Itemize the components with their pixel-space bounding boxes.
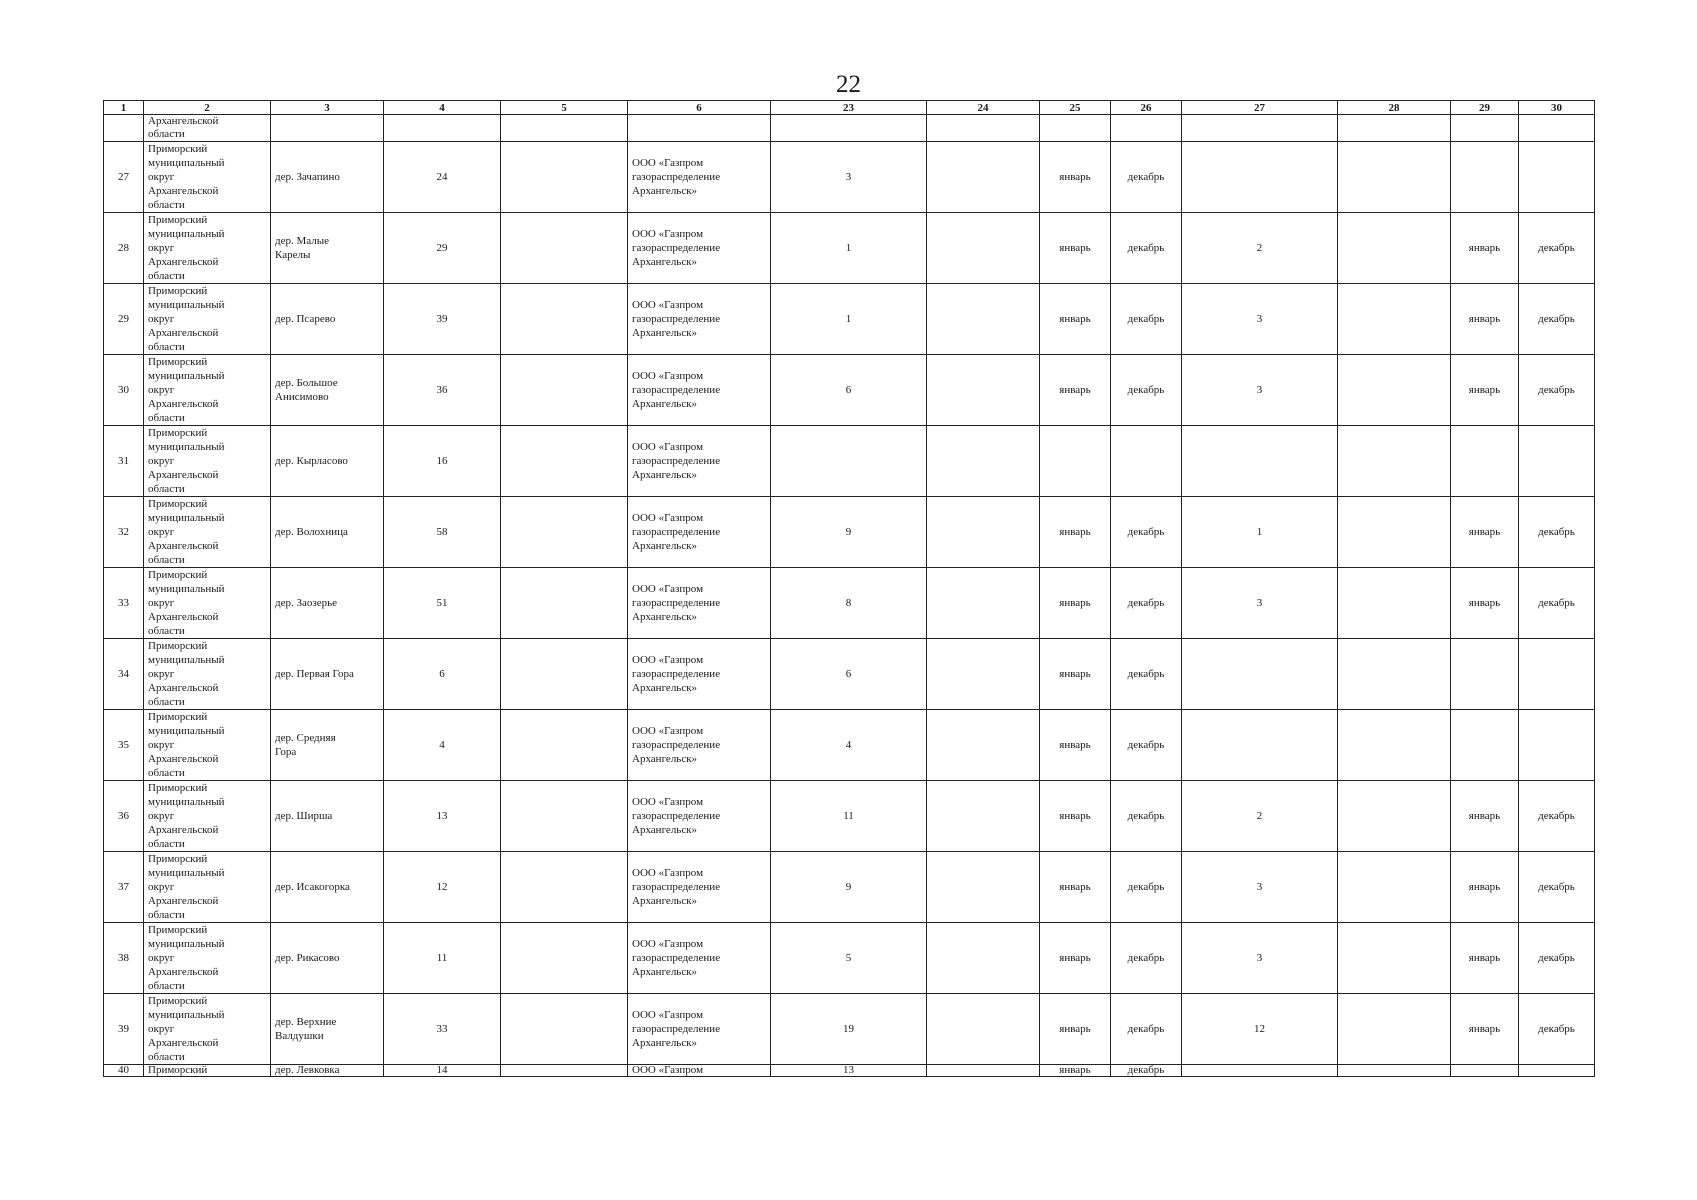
col23-cell: 11 <box>843 810 854 822</box>
col23-cell: 1 <box>845 242 852 254</box>
district-cell: Приморский муниципальный округ Архангельской области <box>148 427 225 495</box>
table-row <box>104 284 1595 355</box>
col23-cell: 1 <box>845 313 852 325</box>
village-cell: дер. Первая Гора <box>275 668 354 680</box>
row-number-cell: 30 <box>118 384 129 396</box>
col4-cell: 33 <box>436 1023 448 1035</box>
row-number-cell: 32 <box>118 526 129 538</box>
table-row <box>104 994 1595 1065</box>
col4-cell: 4 <box>439 739 445 751</box>
col27-cell: 3 <box>1256 881 1263 893</box>
col25-cell: январь <box>1059 668 1091 680</box>
col4-cell: 24 <box>436 171 448 183</box>
village-cell: дер. Левковка <box>275 1064 340 1076</box>
col30-cell: декабрь <box>1538 242 1575 254</box>
col25-cell: январь <box>1059 1023 1091 1035</box>
column-number-row <box>104 101 1595 115</box>
village-cell: дер. Малые Карелы <box>275 235 330 261</box>
col25-cell: январь <box>1059 313 1091 325</box>
row-number-cell: 35 <box>118 739 129 751</box>
col25-cell: январь <box>1059 881 1091 893</box>
col27-cell: 3 <box>1256 597 1263 609</box>
col4-cell: 36 <box>436 384 448 396</box>
col29-cell: январь <box>1468 526 1501 538</box>
col29-cell: январь <box>1468 1023 1501 1035</box>
district-cell: Архангельской области <box>148 115 219 140</box>
row-number-cell: 37 <box>118 881 129 893</box>
col26-cell: декабрь <box>1127 171 1165 183</box>
col26-cell: декабрь <box>1127 952 1165 964</box>
col23-cell: 8 <box>845 597 852 609</box>
district-cell: Приморский муниципальный округ Архангельской области <box>148 569 225 637</box>
col23-cell: 4 <box>845 739 852 751</box>
village-cell: дер. Рикасово <box>275 952 340 964</box>
organization-cell: ООО «Газпром газораспределение Архангельск» <box>632 228 721 268</box>
district-cell: Приморский муниципальный округ Архангельской области <box>148 853 225 921</box>
col25-cell: январь <box>1059 242 1091 254</box>
col23-cell: 6 <box>845 384 852 396</box>
col27-cell: 3 <box>1256 952 1263 964</box>
table-row <box>104 923 1595 994</box>
row-number-cell: 33 <box>118 597 129 609</box>
col4-cell: 16 <box>436 455 448 467</box>
organization-cell: ООО «Газпром газораспределение Архангельск» <box>632 157 721 197</box>
column-header: 2 <box>144 101 271 115</box>
village-cell: дер. Зачапино <box>275 171 340 183</box>
column-header: 3 <box>271 101 384 115</box>
column-header: 24 <box>927 101 1040 115</box>
organization-cell: ООО «Газпром газораспределение Архангельск» <box>632 583 721 623</box>
col26-cell: декабрь <box>1127 242 1165 254</box>
table-row <box>104 497 1595 568</box>
district-cell: Приморский муниципальный округ Архангельской области <box>148 995 225 1063</box>
col29-cell: январь <box>1468 881 1501 893</box>
district-cell: Приморский муниципальный округ Архангельской области <box>148 640 225 708</box>
district-cell: Приморский <box>148 1064 208 1076</box>
table-row <box>104 781 1595 852</box>
organization-cell: ООО «Газпром газораспределение Архангельск» <box>632 1009 721 1049</box>
district-cell: Приморский муниципальный округ Архангельской области <box>148 711 225 779</box>
organization-cell: ООО «Газпром газораспределение Архангельск» <box>632 299 721 339</box>
col4-cell: 6 <box>439 668 445 680</box>
col25-cell: январь <box>1059 526 1091 538</box>
col4-cell: 11 <box>436 952 448 964</box>
district-cell: Приморский муниципальный округ Архангельской области <box>148 924 225 992</box>
col29-cell: январь <box>1468 810 1501 822</box>
col29-cell: январь <box>1468 597 1501 609</box>
organization-cell: ООО «Газпром газораспределение Архангельск» <box>632 938 721 978</box>
district-cell: Приморский муниципальный округ Архангельской области <box>148 143 225 211</box>
col25-cell: январь <box>1059 810 1091 822</box>
column-header: 30 <box>1519 101 1595 115</box>
col26-cell: декабрь <box>1127 1064 1165 1076</box>
col23-cell: 19 <box>843 1023 854 1035</box>
col25-cell: январь <box>1059 952 1091 964</box>
village-cell: дер. Волохница <box>275 526 348 538</box>
row-number-cell: 34 <box>118 668 129 680</box>
col4-cell: 13 <box>436 810 448 822</box>
column-header: 28 <box>1338 101 1451 115</box>
table-row <box>104 1065 1595 1077</box>
col4-cell: 14 <box>436 1064 448 1076</box>
col30-cell: декабрь <box>1538 384 1575 396</box>
col27-cell: 2 <box>1256 810 1263 822</box>
organization-cell: ООО «Газпром газораспределение Архангельск» <box>632 512 721 552</box>
col29-cell: январь <box>1468 384 1501 396</box>
table-row <box>104 355 1595 426</box>
col27-cell: 2 <box>1256 242 1263 254</box>
col26-cell: декабрь <box>1127 881 1165 893</box>
col26-cell: декабрь <box>1127 668 1165 680</box>
col30-cell: декабрь <box>1538 1023 1575 1035</box>
col4-cell: 51 <box>436 597 448 609</box>
col27-cell: 3 <box>1256 313 1263 325</box>
organization-cell: ООО «Газпром газораспределение Архангельск» <box>632 441 721 481</box>
col23-cell: 6 <box>845 668 852 680</box>
col30-cell: декабрь <box>1538 952 1575 964</box>
district-cell: Приморский муниципальный округ Архангельской области <box>148 285 225 353</box>
table-row <box>104 710 1595 781</box>
row-number-cell: 36 <box>118 810 129 822</box>
village-cell: дер. Заозерье <box>275 597 337 609</box>
col30-cell: декабрь <box>1538 597 1575 609</box>
col30-cell: декабрь <box>1538 810 1575 822</box>
col29-cell: январь <box>1468 952 1501 964</box>
district-cell: Приморский муниципальный округ Архангельской области <box>148 214 225 282</box>
col26-cell: декабрь <box>1127 739 1165 751</box>
column-header: 1 <box>104 101 144 115</box>
row-number-cell: 28 <box>118 242 129 254</box>
col30-cell: декабрь <box>1538 526 1575 538</box>
column-header: 29 <box>1451 101 1519 115</box>
col27-cell: 3 <box>1256 384 1263 396</box>
village-cell: дер. Большое Анисимово <box>275 377 338 403</box>
column-header: 23 <box>771 101 927 115</box>
col26-cell: декабрь <box>1127 597 1165 609</box>
table-row <box>104 426 1595 497</box>
column-header: 5 <box>501 101 628 115</box>
col23-cell: 9 <box>845 526 852 538</box>
col4-cell: 58 <box>436 526 448 538</box>
organization-cell: ООО «Газпром <box>632 1064 704 1076</box>
column-header: 6 <box>628 101 771 115</box>
col29-cell: январь <box>1468 242 1501 254</box>
village-cell: дер. Средняя Гора <box>275 732 336 758</box>
col4-cell: 39 <box>436 313 448 325</box>
table-row <box>104 213 1595 284</box>
row-number-cell: 39 <box>118 1023 129 1035</box>
col27-cell: 1 <box>1256 526 1263 538</box>
village-cell: дер. Исакогорка <box>275 881 350 893</box>
col23-cell: 3 <box>845 171 852 183</box>
organization-cell: ООО «Газпром газораспределение Архангельск» <box>632 370 721 410</box>
row-number-cell: 29 <box>118 313 129 325</box>
col23-cell: 13 <box>843 1064 854 1076</box>
page-number: 22 <box>836 71 861 98</box>
col23-cell: 9 <box>845 881 852 893</box>
col26-cell: декабрь <box>1127 810 1165 822</box>
col27-cell: 12 <box>1254 1023 1265 1035</box>
table-row <box>104 142 1595 213</box>
district-cell: Приморский муниципальный округ Архангельской области <box>148 498 225 566</box>
col25-cell: январь <box>1059 1064 1091 1076</box>
col4-cell: 29 <box>436 242 448 254</box>
col25-cell: январь <box>1059 739 1091 751</box>
organization-cell: ООО «Газпром газораспределение Архангельск» <box>632 654 721 694</box>
col25-cell: январь <box>1059 171 1091 183</box>
col23-cell: 5 <box>845 952 852 964</box>
col4-cell: 12 <box>436 881 448 893</box>
table-row-continued <box>104 115 1595 142</box>
col26-cell: декабрь <box>1127 1023 1165 1035</box>
col26-cell: декабрь <box>1127 384 1165 396</box>
col30-cell: декабрь <box>1538 313 1575 325</box>
column-header: 27 <box>1182 101 1338 115</box>
table-row <box>104 639 1595 710</box>
table-row <box>104 568 1595 639</box>
row-number-cell: 31 <box>118 455 129 467</box>
organization-cell: ООО «Газпром газораспределение Архангельск» <box>632 867 721 907</box>
row-number-cell: 40 <box>118 1064 129 1076</box>
column-header: 4 <box>384 101 501 115</box>
table-row <box>104 852 1595 923</box>
col26-cell: декабрь <box>1127 313 1165 325</box>
col25-cell: январь <box>1059 384 1091 396</box>
col29-cell: январь <box>1468 313 1501 325</box>
village-cell: дер. Ширша <box>275 810 333 822</box>
district-cell: Приморский муниципальный округ Архангельской области <box>148 356 225 424</box>
column-header: 26 <box>1111 101 1182 115</box>
data-table <box>103 100 1595 1077</box>
village-cell: дер. Верхние Валдушки <box>275 1016 337 1042</box>
col26-cell: декабрь <box>1127 526 1165 538</box>
organization-cell: ООО «Газпром газораспределение Архангельск» <box>632 725 721 765</box>
row-number-cell: 38 <box>118 952 129 964</box>
district-cell: Приморский муниципальный округ Архангельской области <box>148 782 225 850</box>
col25-cell: январь <box>1059 597 1091 609</box>
col30-cell: декабрь <box>1538 881 1575 893</box>
village-cell: дер. Псарево <box>275 313 336 325</box>
column-header: 25 <box>1040 101 1111 115</box>
village-cell: дер. Кырласово <box>275 455 348 467</box>
row-number-cell: 27 <box>118 171 129 183</box>
organization-cell: ООО «Газпром газораспределение Архангельск» <box>632 796 721 836</box>
